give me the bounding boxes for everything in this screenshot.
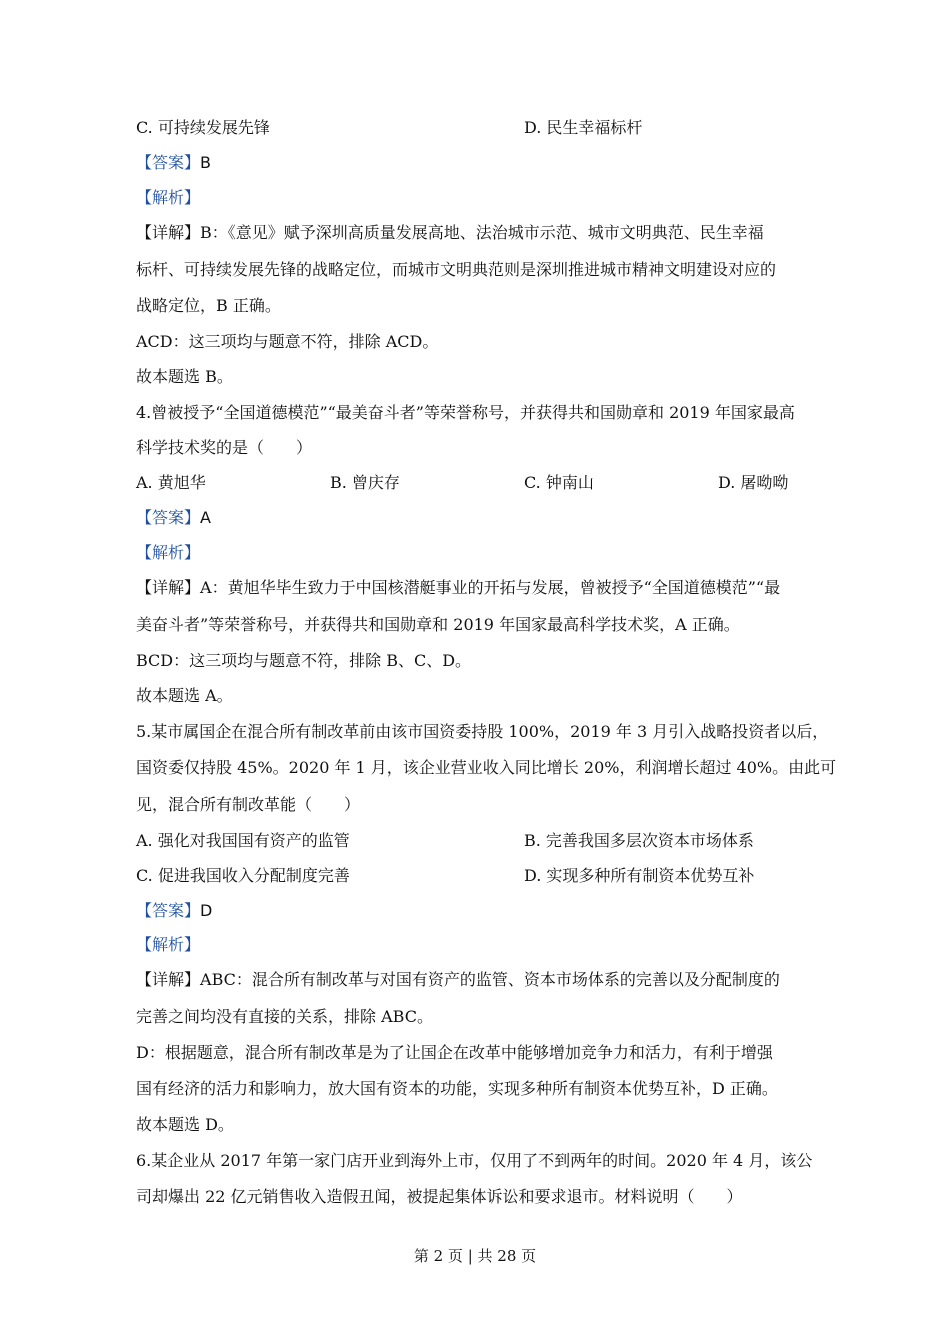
q4-detail-line-1 bbox=[136, 578, 780, 598]
detail-tag: 【详解】 bbox=[136, 223, 201, 242]
q4-detail-line-3: BCD：这三项均与题意不符，排除 B、C、D。 bbox=[136, 651, 472, 670]
detail-text: A：黄旭华毕生致力于中国核潜艇事业的开拓与发展，曾被授予“全国道德模范”“最 bbox=[200, 578, 781, 597]
q3-analysis-tag: 【解析】 bbox=[136, 188, 201, 207]
answer-value: A bbox=[200, 508, 211, 527]
answer-value: D bbox=[200, 901, 213, 920]
q6-stem-line-2: 司却爆出 22 亿元销售收入造假丑闻，被提起集体诉讼和要求退市。材料说明（ ） bbox=[136, 1187, 743, 1206]
q3-detail-line-3: 战略定位，B 正确。 bbox=[136, 296, 281, 315]
q4-option-c: C. 钟南山 bbox=[524, 473, 594, 492]
q5-detail-line-1 bbox=[136, 970, 780, 990]
q3-option-d: D. 民生幸福标杆 bbox=[524, 118, 643, 137]
q5-stem-line-1: 5.某市属国企在混合所有制改革前由该市国资委持股 100%，2019 年 3 月引入战略投资者以后， bbox=[136, 722, 829, 741]
q5-option-b: B. 完善我国多层次资本市场体系 bbox=[524, 831, 754, 850]
q4-analysis-tag: 【解析】 bbox=[136, 543, 201, 562]
q6-stem-line-1: 6.某企业从 2017 年第一家门店开业到海外上市，仅用了不到两年的时间。2020 年 4 月，该公 bbox=[136, 1151, 813, 1170]
q4-option-a: A. 黄旭华 bbox=[136, 473, 206, 492]
q3-conclusion: 故本题选 B。 bbox=[136, 367, 233, 386]
q5-detail-line-3: D：根据题意，混合所有制改革是为了让国企在改革中能够增加竞争力和活力，有利于增强 bbox=[136, 1043, 773, 1062]
q5-answer bbox=[136, 901, 212, 921]
q5-stem-line-3: 见，混合所有制改革能（ ） bbox=[136, 795, 361, 814]
detail-tag: 【详解】 bbox=[136, 970, 201, 989]
q4-answer bbox=[136, 508, 211, 528]
q5-stem-line-2: 国资委仅持股 45%。2020 年 1 月，该企业营业收入同比增长 20%，利润增长超过 40%。由此可 bbox=[136, 758, 837, 777]
q5-option-d: D. 实现多种所有制资本优势互补 bbox=[524, 866, 755, 885]
q5-conclusion: 故本题选 D。 bbox=[136, 1115, 234, 1134]
q3-answer bbox=[136, 153, 211, 173]
q3-detail-line-1 bbox=[136, 223, 764, 243]
q3-detail-line-2: 标杆、可持续发展先锋的战略定位，而城市文明典范则是深圳推进城市精神文明建设对应的 bbox=[136, 260, 777, 279]
page-footer: 第 2 页 | 共 28 页 bbox=[413, 1247, 537, 1265]
answer-tag: 【答案】 bbox=[136, 153, 201, 172]
q4-stem-line-1: 4.曾被授予“全国道德模范”“最美奋斗者”等荣誉称号，并获得共和国勋章和 2019 年国家最高 bbox=[136, 403, 795, 422]
q3-detail-line-4: ACD：这三项均与题意不符，排除 ACD。 bbox=[136, 332, 439, 351]
q5-option-a: A. 强化对我国国有资产的监管 bbox=[136, 831, 350, 850]
q5-option-c: C. 促进我国收入分配制度完善 bbox=[136, 866, 350, 885]
answer-tag: 【答案】 bbox=[136, 901, 201, 920]
q4-stem-line-2: 科学技术奖的是（ ） bbox=[136, 438, 313, 457]
detail-text: ABC：混合所有制改革与对国有资产的监管、资本市场体系的完善以及分配制度的 bbox=[200, 970, 780, 989]
q4-option-b: B. 曾庆存 bbox=[330, 473, 400, 492]
q5-analysis-tag: 【解析】 bbox=[136, 935, 201, 954]
detail-text: B：《意见》赋予深圳高质量发展高地、法治城市示范、城市文明典范、民生幸福 bbox=[200, 223, 764, 242]
q5-detail-line-2: 完善之间均没有直接的关系，排除 ABC。 bbox=[136, 1007, 433, 1026]
answer-tag: 【答案】 bbox=[136, 508, 201, 527]
detail-tag: 【详解】 bbox=[136, 578, 201, 597]
q5-detail-line-4: 国有经济的活力和影响力，放大国有资本的功能，实现多种所有制资本优势互补，D 正确。 bbox=[136, 1079, 778, 1098]
q4-option-d: D. 屠呦呦 bbox=[718, 473, 789, 492]
answer-value: B bbox=[200, 153, 211, 172]
q3-option-c: C. 可持续发展先锋 bbox=[136, 118, 270, 137]
q4-conclusion: 故本题选 A。 bbox=[136, 686, 233, 705]
q4-detail-line-2: 美奋斗者”等荣誉称号，并获得共和国勋章和 2019 年国家最高科学技术奖，A 正确。 bbox=[136, 615, 740, 634]
